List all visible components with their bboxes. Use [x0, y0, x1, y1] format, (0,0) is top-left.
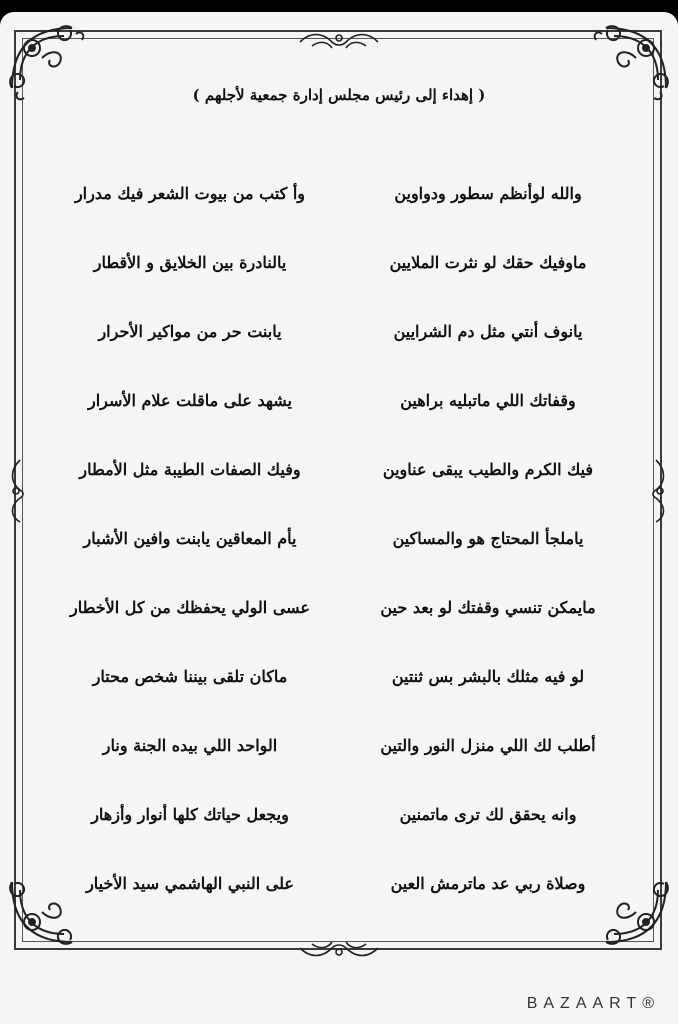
footer-bar [0, 967, 678, 1024]
verse-first-hemistich: أطلب لك اللي منزل النور والتين [380, 736, 596, 755]
verse-line [40, 724, 638, 793]
verse-line [40, 517, 638, 586]
verse-second-hemistich: على النبي الهاشمي سيد الأخيار [86, 874, 294, 893]
verse-second-hemistich: ويجعل حياتك كلها أنوار وأزهار [91, 805, 289, 824]
verse-second-hemistich: يالنادرة بين الخلايق و الأقطار [93, 253, 287, 272]
verse-first-hemistich: وقفاتك اللي ماتبليه براهين [400, 391, 576, 410]
verse-first-hemistich: فيك الكرم والطيب يبقى عناوين [382, 460, 594, 479]
verse-first-hemistich: يانوف أنتي مثل دم الشرايين [393, 322, 583, 341]
verse-second-hemistich: عسى الولي يحفظك من كل الأخطار [70, 598, 310, 617]
bottom-ornament-icon [296, 938, 382, 960]
verse-line [40, 448, 638, 517]
verse-first-hemistich: مايمكن تنسي وقفتك لو بعد حين [380, 598, 596, 617]
verse-line [40, 655, 638, 724]
verse-second-hemistich: ماكان تلقى بيننا شخص محتار [92, 667, 288, 686]
verse-second-hemistich: الواحد اللي بيده الجنة ونار [102, 736, 278, 755]
right-ornament-icon [646, 456, 668, 526]
verse-line [40, 793, 638, 862]
verse-line [40, 379, 638, 448]
brand-watermark: BAZAART® [526, 995, 660, 1012]
poem-sheet [0, 12, 678, 1024]
verse-first-hemistich: ياملجأ المحتاج هو والمساكين [392, 529, 584, 548]
verse-second-hemistich: وأ كتب من بيوت الشعر فيك مدرار [74, 184, 306, 203]
left-ornament-icon [8, 456, 30, 526]
verse-line [40, 241, 638, 310]
verse-first-hemistich: لو فيه مثلك بالبشر بس ثنتين [391, 667, 585, 686]
verse-first-hemistich: ماوفيك حقك لو نثرت الملايين [389, 253, 587, 272]
verse-line [40, 862, 638, 931]
verse-first-hemistich: والله لوأنظم سطور ودواوين [394, 184, 582, 203]
verse-second-hemistich: يابنت حر من مواكير الأحرار [98, 322, 282, 341]
verse-first-hemistich: وصلاة ربي عد ماترمش العين [390, 874, 586, 893]
poem-verses [40, 172, 638, 931]
verse-second-hemistich: يأم المعاقين يابنت وافين الأشبار [83, 529, 297, 548]
verse-line [40, 310, 638, 379]
poem-title: ( إهداء إلى رئيس مجلس إدارة جمعية لأجلهم ) [192, 86, 486, 104]
verse-second-hemistich: وفيك الصفات الطيبة مثل الأمطار [79, 460, 301, 479]
verse-second-hemistich: يشهد على ماقلت علام الأسرار [87, 391, 293, 410]
top-ornament-icon [296, 30, 382, 52]
verse-line [40, 172, 638, 241]
verse-first-hemistich: وانه يحقق لك ترى ماتمنين [399, 805, 577, 824]
verse-line [40, 586, 638, 655]
